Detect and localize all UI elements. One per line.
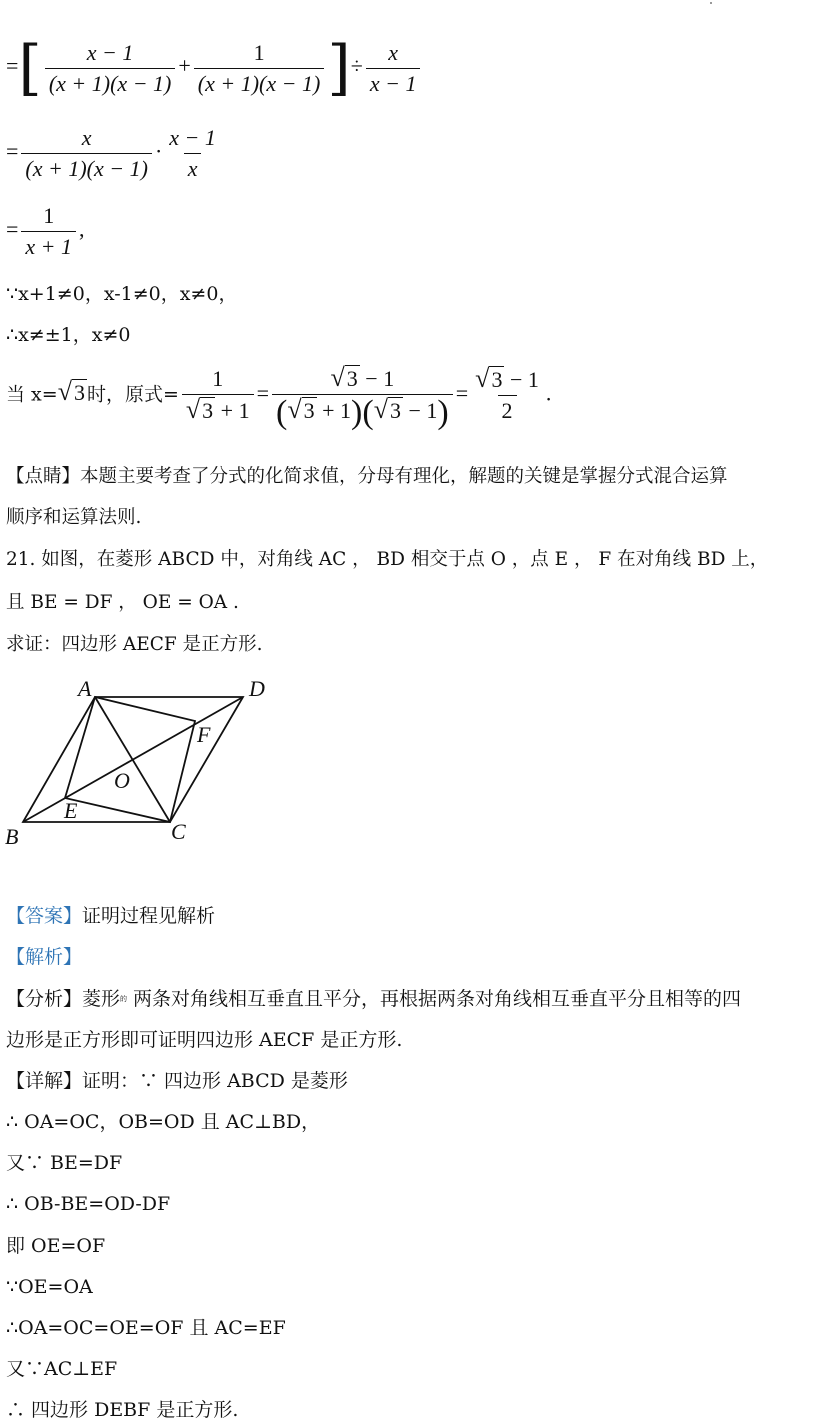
fenxi-line-1	[6, 987, 741, 1011]
numerator	[327, 363, 399, 394]
radical-icon: √	[330, 363, 345, 392]
fraction	[21, 204, 76, 259]
sqrt	[330, 363, 360, 392]
right-paren: )	[351, 393, 363, 431]
rhombus-figure	[0, 672, 300, 857]
numerator: 1	[253, 39, 265, 65]
therefore-line: ∴x≠±1，x≠0	[6, 324, 131, 346]
step-2: 又∵ BE=DF	[6, 1152, 123, 1174]
fraction	[194, 41, 325, 96]
denominator: (x + 1)(x − 1)	[194, 68, 325, 96]
right-paren: )	[437, 393, 449, 431]
denominator: (x + 1)(x − 1)	[45, 68, 176, 96]
comment-line-1: 【点睛】本题主要考查了分式的化简求值，分母有理化，解题的关键是掌握分式混合运算	[6, 466, 728, 487]
label-f: F	[197, 722, 211, 747]
evaluation-line	[6, 363, 552, 431]
den-tail: + 1	[322, 398, 352, 423]
radicand: 3	[346, 366, 358, 391]
sqrt	[475, 364, 504, 394]
fraction	[21, 126, 152, 181]
numerator: 1	[212, 366, 224, 392]
equation-1	[6, 33, 423, 103]
sqrt	[373, 395, 403, 424]
radical-icon: √	[373, 395, 388, 424]
comma: ,	[79, 216, 85, 242]
answer-tag: 【答案】	[6, 905, 83, 927]
fraction	[45, 41, 176, 96]
numerator: x − 1	[169, 125, 216, 150]
radical-icon: √	[185, 395, 201, 425]
numerator: x	[388, 39, 399, 65]
sqrt	[287, 395, 316, 424]
denominator: 2	[498, 395, 517, 423]
fenxi-start: 【分析】菱形	[6, 988, 121, 1010]
fraction-3	[471, 364, 543, 424]
answer-line	[6, 904, 215, 928]
num-tail: − 1	[365, 366, 395, 391]
fenxi-line-2: 边形是正方形即可证明四边形 AECF 是正方形.	[6, 1029, 403, 1051]
step-8: ∴ 四边形 DEBF 是正方形.	[6, 1399, 239, 1421]
denominator: x + 1	[21, 231, 76, 259]
fraction	[366, 41, 421, 96]
analysis-tag: 【解析】	[6, 946, 83, 968]
because-line: ∵x+1≠0，x-1≠0，x≠0，	[6, 283, 238, 305]
eq-sign: =	[6, 216, 19, 242]
diagonal-bd	[23, 697, 243, 822]
answer-text: 证明过程见解析	[82, 905, 216, 927]
left-paren: (	[276, 393, 288, 431]
label-d: D	[249, 676, 265, 701]
den-tail: − 1	[408, 398, 438, 423]
left-bracket: [	[18, 33, 42, 103]
numerator	[471, 364, 543, 395]
den-tail: + 1	[220, 398, 250, 424]
radicand: 3	[73, 380, 85, 406]
step-3: ∴ OB-BE=OD-DF	[6, 1193, 171, 1215]
label-a: A	[78, 676, 92, 701]
right-bracket: ]	[327, 33, 351, 103]
radicand: 3	[389, 398, 401, 423]
problem-line-1: 21. 如图，在菱形 ABCD 中，对角线 AC ， BD 相交于点 O ，点 E ， F 在对角线 BD 上，	[6, 549, 769, 570]
problem-line-2: 且 BE = DF ， OE = OA .	[6, 592, 239, 613]
divide-sign: ÷	[350, 53, 363, 79]
equation-2	[6, 126, 223, 181]
step-5: ∵OE=OA	[6, 1276, 93, 1298]
denominator	[182, 394, 254, 423]
period: .	[545, 380, 552, 406]
numerator: x	[81, 125, 92, 150]
fraction	[165, 126, 220, 181]
eq-sign: =	[6, 138, 19, 164]
sqrt	[57, 377, 87, 407]
step-4: 即 OE=OF	[6, 1235, 106, 1257]
eval-mid: 时，原式=	[86, 383, 179, 406]
fraction-1	[182, 367, 254, 423]
numerator: x − 1	[86, 39, 134, 65]
radical-icon: √	[475, 364, 490, 394]
dot-sign: ·	[154, 138, 163, 164]
equation-3	[6, 204, 85, 259]
label-e: E	[64, 798, 78, 823]
fenxi-small: 的	[120, 995, 128, 1003]
denominator: x	[184, 153, 202, 181]
sqrt	[185, 395, 215, 425]
radical-icon: √	[287, 395, 302, 424]
comment-line-2: 顺序和运算法则.	[6, 507, 142, 528]
radicand: 3	[303, 398, 315, 423]
radicand: 3	[202, 398, 214, 424]
denominator: (x + 1)(x − 1)	[21, 153, 152, 181]
denominator: x − 1	[366, 68, 421, 96]
fenxi-rest: 两条对角线相互垂直且平分，再根据两条对角线相互垂直平分且相等的四	[127, 988, 742, 1010]
radicand: 3	[491, 367, 503, 393]
stray-dot	[710, 2, 712, 4]
problem-line-3: 求证：四边形 AECF 是正方形.	[6, 634, 263, 655]
eq-sign: =	[6, 53, 19, 79]
step-6: ∴OA=OC=OE=OF 且 AC=EF	[6, 1317, 286, 1339]
label-o: O	[114, 768, 130, 793]
fraction-2	[272, 363, 453, 431]
eq-sign: =	[256, 380, 270, 406]
label-c: C	[171, 819, 186, 844]
step-1: ∴ OA=OC，OB=OD 且 AC⊥BD，	[6, 1111, 321, 1133]
step-7: 又∵AC⊥EF	[6, 1358, 118, 1380]
eq-sign: =	[455, 380, 469, 406]
left-paren: (	[362, 393, 374, 431]
num-tail: − 1	[509, 367, 539, 393]
eval-prefix: 当 x=	[6, 383, 58, 406]
plus-sign: +	[178, 53, 191, 79]
label-b: B	[5, 824, 19, 849]
xiangjie-line: 【详解】证明：∵ 四边形 ABCD 是菱形	[6, 1070, 348, 1092]
denominator	[272, 393, 453, 431]
radical-icon: √	[57, 377, 72, 407]
numerator: 1	[43, 203, 55, 228]
